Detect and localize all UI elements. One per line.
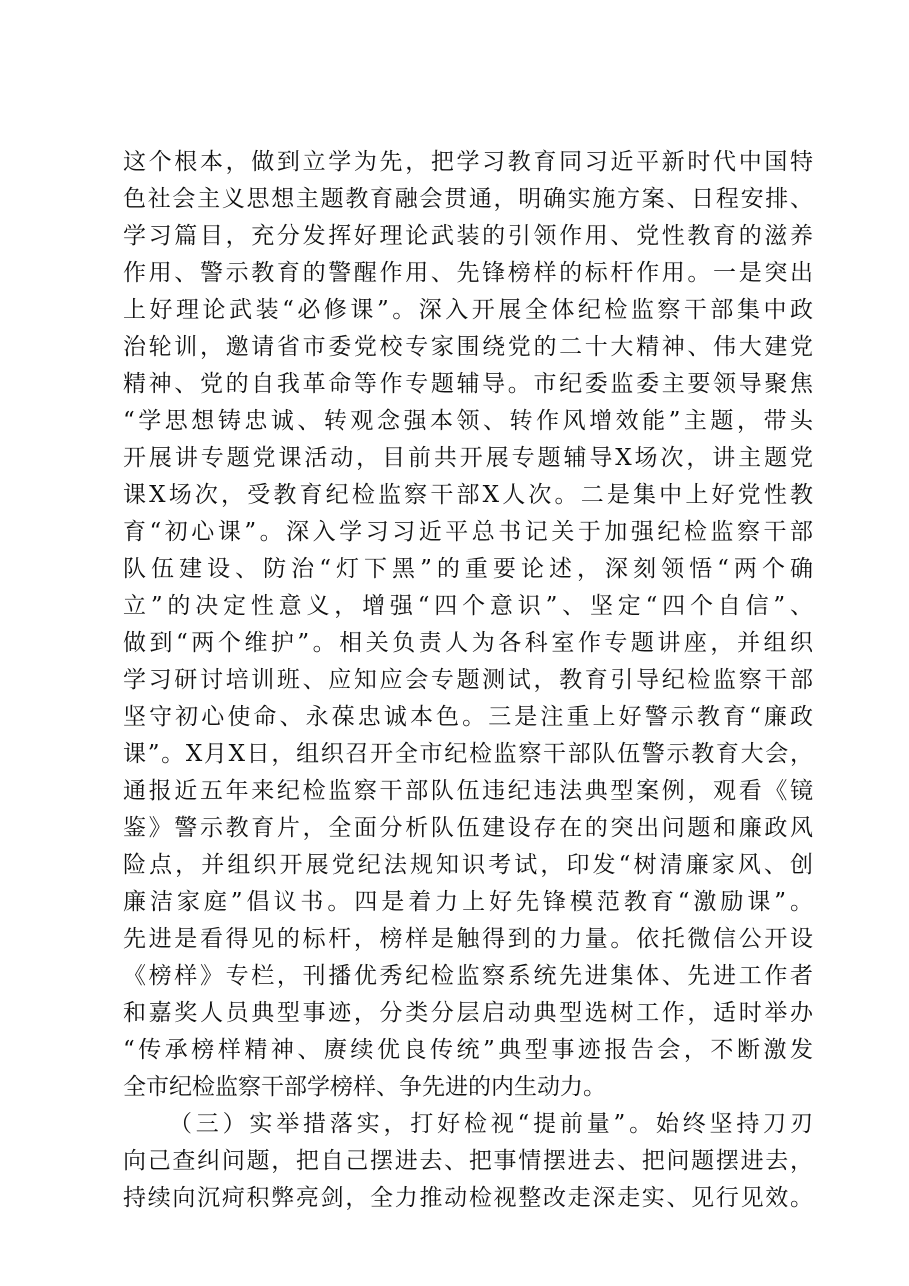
- text-line: 先进是看得见的标杆，榜样是触得到的力量。依托微信公开设: [123, 926, 813, 952]
- text-line: 学习篇目，充分发挥好理论武装的引领作用、党性教育的滋养: [123, 223, 813, 249]
- body-text: [123, 144, 813, 1217]
- text-line: 做到“两个维护”。相关负责人为各科室作专题讲座，并组织: [123, 630, 813, 656]
- text-line: 廉洁家庭”倡议书。四是着力上好先锋模范教育“激励课”。: [123, 889, 813, 915]
- text-line: 开展讲专题党课活动，目前共开展专题辅导X场次，讲主题党: [123, 445, 813, 471]
- text-line: 课X场次，受教育纪检监察干部X人次。二是集中上好党性教: [123, 482, 813, 508]
- text-line: 向己查纠问题，把自己摆进去、把事情摆进去、把问题摆进去，: [123, 1148, 813, 1174]
- paragraph-end-line: 全市纪检监察干部学榜样、争先进的内生动力。: [123, 1074, 606, 1100]
- text-line: 坚守初心使命、永葆忠诚本色。三是注重上好警示教育“廉政: [123, 704, 813, 730]
- text-line: “传承榜样精神、赓续优良传统”典型事迹报告会，不断激发: [123, 1037, 813, 1063]
- text-line: 上好理论武装“必修课”。深入开展全体纪检监察干部集中政: [123, 297, 813, 323]
- text-line: 和嘉奖人员典型事迹，分类分层启动典型选树工作，适时举办: [123, 1000, 813, 1026]
- text-line: 鉴》警示教育片，全面分析队伍建设存在的突出问题和廉政风: [123, 815, 813, 841]
- section-heading-line: （三）实举措落实，打好检视“提前量”。始终坚持刀刃: [169, 1111, 813, 1137]
- text-line: 立”的决定性意义，增强“四个意识”、坚定“四个自信”、: [123, 593, 813, 619]
- text-line: 《榜样》专栏，刊播优秀纪检监察系统先进集体、先进工作者: [123, 963, 813, 989]
- text-line: 育“初心课”。深入学习习近平总书记关于加强纪检监察干部: [123, 519, 813, 545]
- text-line: 治轮训，邀请省市委党校专家围绕党的二十大精神、伟大建党: [123, 334, 813, 360]
- text-line: 队伍建设、防治“灯下黑”的重要论述，深刻领悟“两个确: [123, 556, 813, 582]
- text-line: 精神、党的自我革命等作专题辅导。市纪委监委主要领导聚焦: [123, 371, 813, 397]
- text-line: 色社会主义思想主题教育融会贯通，明确实施方案、日程安排、: [123, 186, 813, 212]
- text-line: 作用、警示教育的警醒作用、先锋榜样的标杆作用。一是突出: [123, 260, 813, 286]
- text-line: “学思想铸忠诚、转观念强本领、转作风增效能”主题，带头: [123, 408, 813, 434]
- text-line: 这个根本，做到立学为先，把学习教育同习近平新时代中国特: [123, 149, 813, 175]
- text-line: 通报近五年来纪检监察干部队伍违纪违法典型案例，观看《镜: [123, 778, 813, 804]
- text-line: 学习研讨培训班、应知应会专题测试，教育引导纪检监察干部: [123, 667, 813, 693]
- text-line: 持续向沉疴积弊亮剑，全力推动检视整改走深走实、见行见效。: [123, 1185, 813, 1211]
- text-line: 课”。X月X日，组织召开全市纪检监察干部队伍警示教育大会，: [123, 741, 813, 767]
- text-line: 险点，并组织开展党纪法规知识考试，印发“树清廉家风、创: [123, 852, 813, 878]
